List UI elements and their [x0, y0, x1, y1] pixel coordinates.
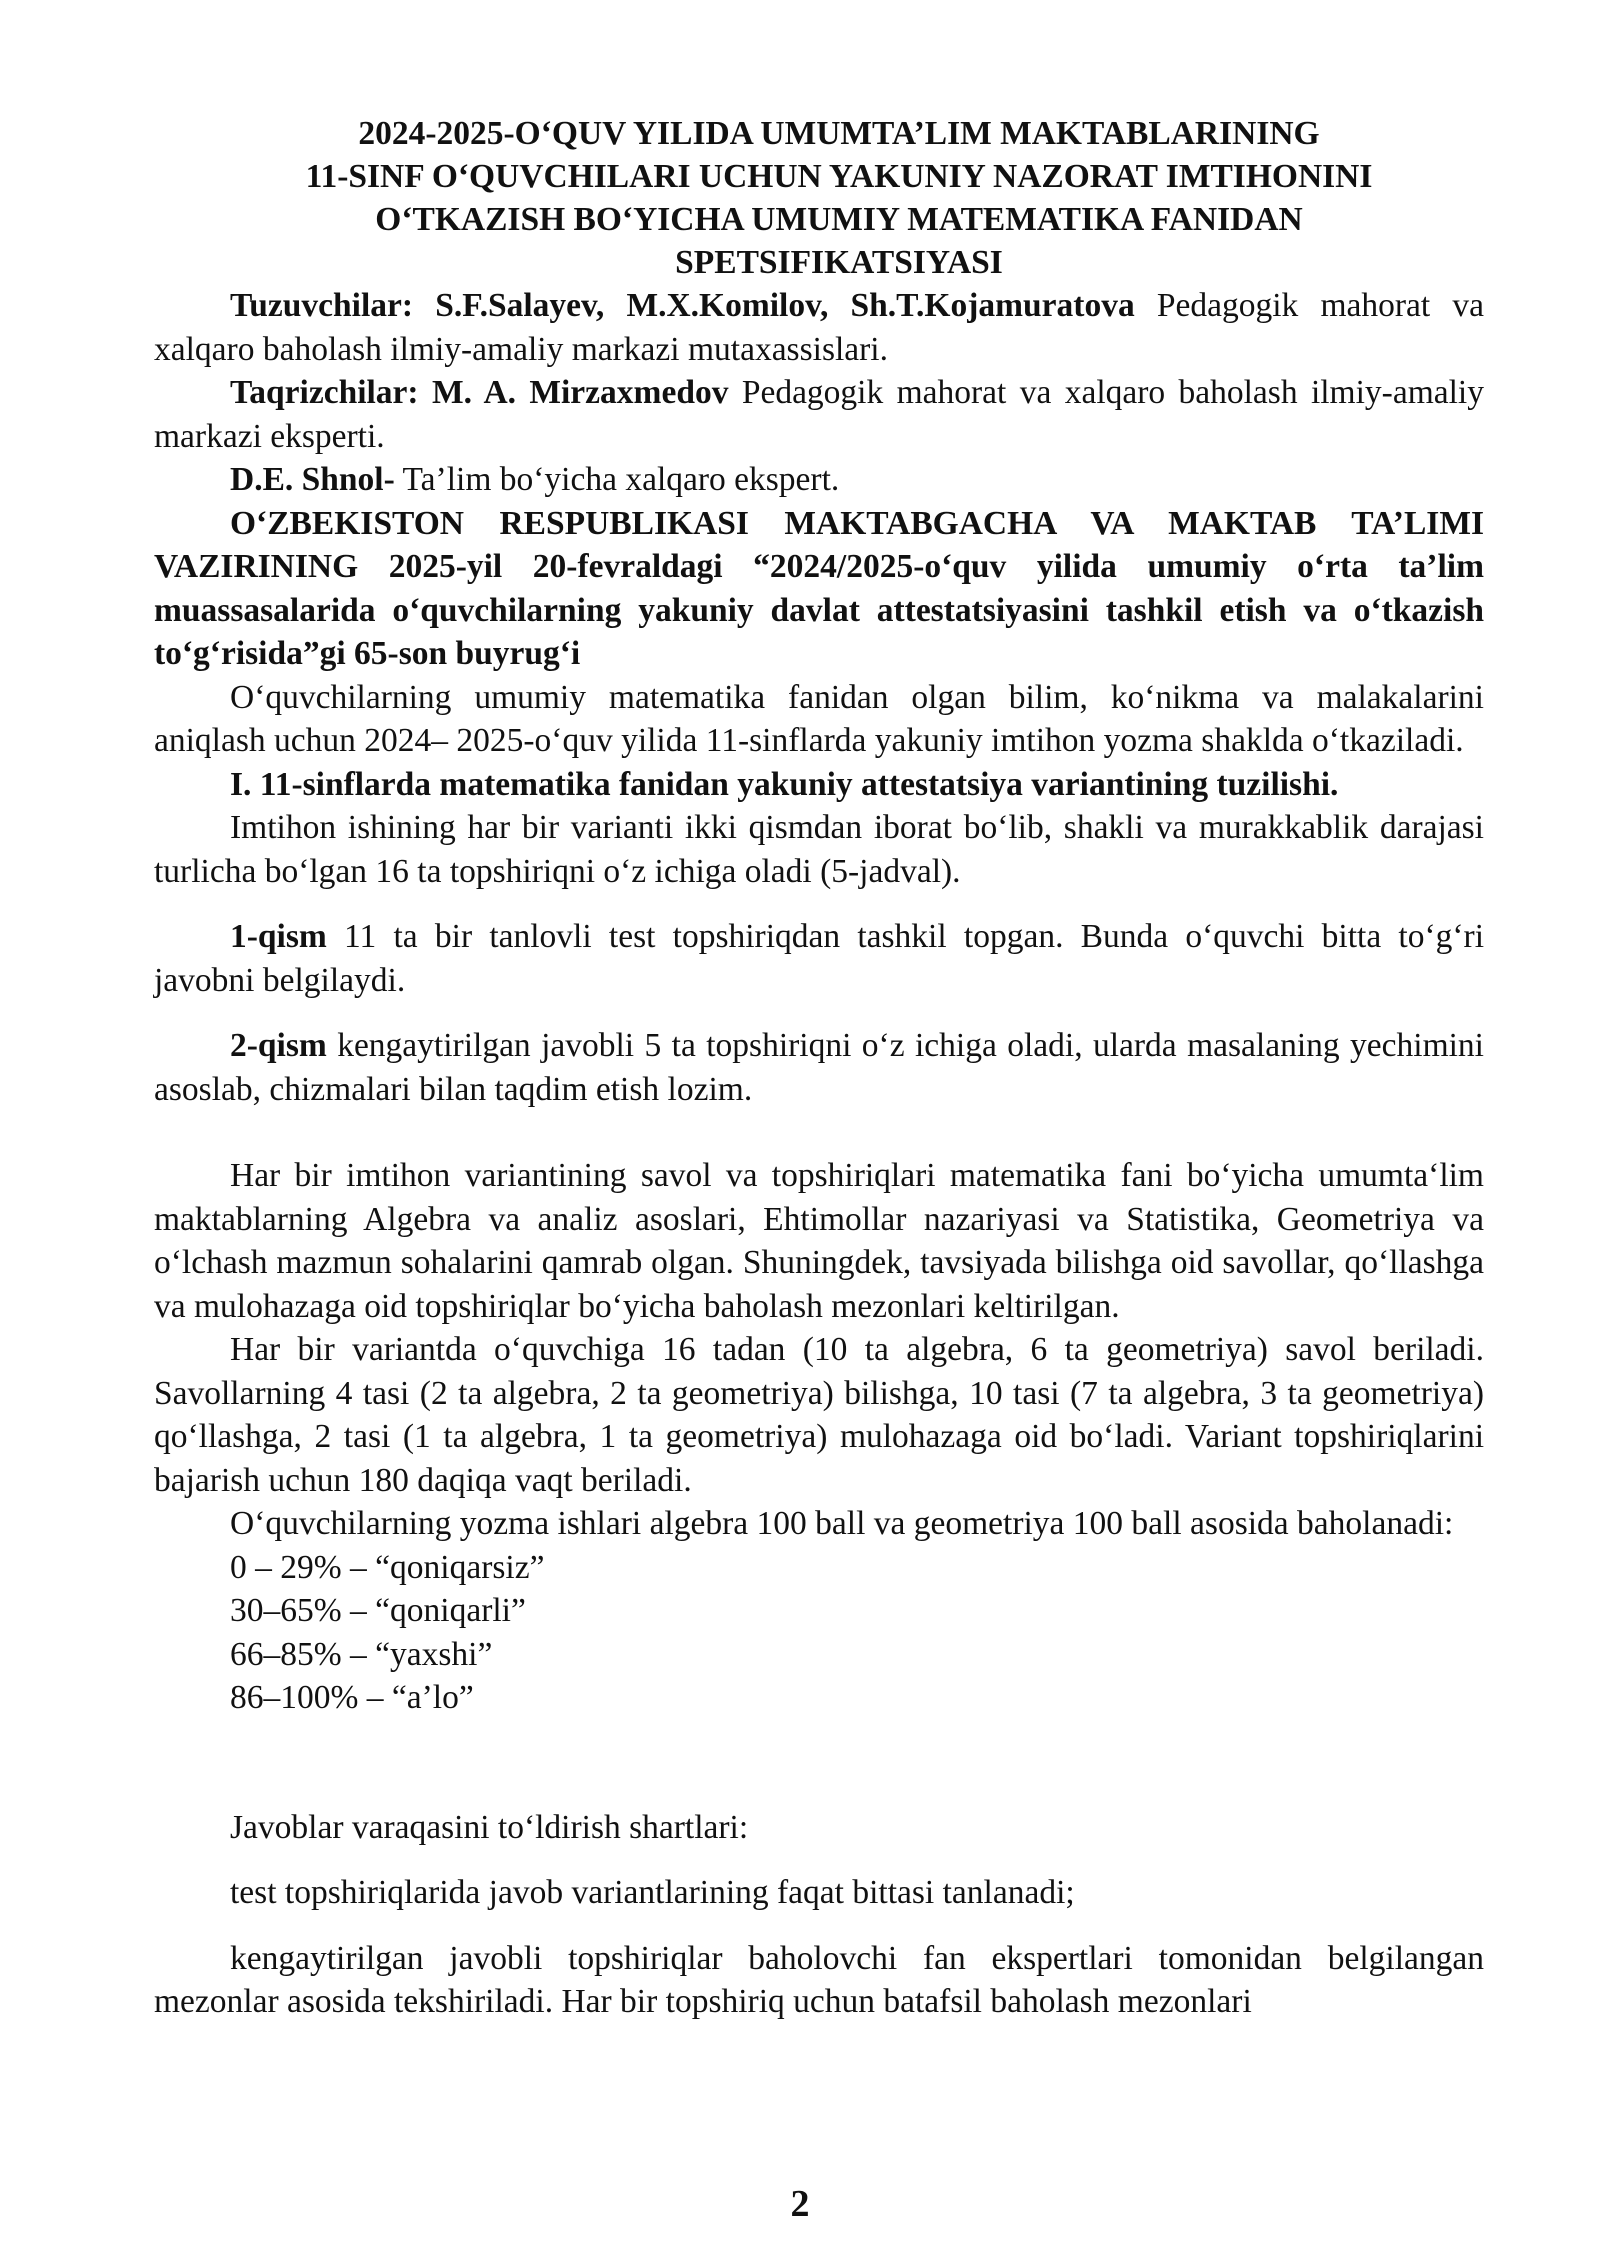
reviewers-text: Pedagogik mahorat va xalqaro baholash ilmiy-amaliy markazi eksperti. — [154, 374, 1484, 455]
part-1-text: 11 ta bir tanlovli test topshiriqdan tashkil topgan. Bunda o‘quvchi bitta to‘g‘ri javobni belgilaydi. — [154, 918, 1484, 999]
part-2-paragraph — [154, 1024, 1484, 1111]
document-page — [154, 112, 1484, 2024]
authors-paragraph — [154, 284, 1484, 371]
spacer — [154, 1111, 1484, 1154]
spacer — [154, 1720, 1484, 1806]
intro-paragraph: O‘quvchilarning umumiy matematika fanidan olgan bilim, ko‘nikma va malakalarini aniqlash uchun 2024– 2025-o‘quv yilida 11-sinflarda yakuniy imtihon yozma shaklda o‘tkaziladi. — [154, 678, 1484, 759]
authors-label: Tuzuvchilar: S.F.Salayev, M.X.Komilov, Sh.T.Kojamuratova — [230, 287, 1135, 324]
reviewers-label: Taqrizchilar: M. A. Mirzaxmedov — [230, 374, 729, 411]
grade-item: 66–85% – “yaxshi” — [230, 1635, 493, 1673]
expert-paragraph — [154, 458, 1484, 502]
title-line-2: 11-SINF O‘QUVCHILARI UCHUN YAKUNIY NAZORAT IMTIHONINI — [305, 158, 1373, 195]
distribution-paragraph: Har bir variantda o‘quvchiga 16 tadan (10 ta algebra, 6 ta geometriya) savol beriladi. Savollarning 4 tasi (2 ta algebra, 2 ta geometriya) bilishga, 10 tasi (7 ta algebra, 3 ta geometriya) qo‘llashga, 2 tasi (1 ta algebra, 1 ta geometriya) mulohazaga oid bo‘ladi. Variant topshiriqlarini bajarish uchun 180 daqiqa vaqt beriladi. — [154, 1331, 1484, 1499]
document-title — [154, 112, 1484, 284]
title-line-3: O‘TKAZISH BO‘YICHA UMUMIY MATEMATIKA FANIDAN — [375, 201, 1303, 238]
grade-item: 30–65% – “qoniqarli” — [230, 1592, 526, 1629]
decree-text: O‘ZBEKISTON RESPUBLIKASI MAKTABGACHA VA MAKTAB TA’LIMI VAZIRINING 2025-yil 20-fevraldagi “2024/2025-o‘quv yilida umumiy o‘rta ta’lim muassasalarida o‘quvchilarning yakuniy davlat attestatsiyasini tashkil etish va o‘tkazish to‘g‘risida”gi 65-son buyrug‘i — [154, 504, 1484, 672]
part-2-label: 2-qism — [230, 1027, 327, 1064]
rule-1-paragraph: test topshiriqlarida javob variantlarining faqat bittasi tanlanadi; — [230, 1874, 1075, 1911]
grading-intro-paragraph: O‘quvchilarning yozma ishlari algebra 100 ball va geometriya 100 ball asosida baholanadi: — [230, 1505, 1454, 1542]
authors-text: Pedagogik mahorat va xalqaro baholash ilmiy-amaliy markazi mutaxassislari. — [154, 287, 1484, 368]
grades-list — [154, 1546, 1484, 1720]
decree-paragraph — [154, 502, 1484, 676]
part-1-label: 1-qism — [230, 918, 327, 955]
part-1-paragraph — [154, 915, 1484, 1002]
rule-2-paragraph: kengaytirilgan javobli topshiriqlar baholovchi fan ekspertlari tomonidan belgilangan mezonlar asosida tekshiriladi. Har bir topshiriq uchun batafsil baholash mezonlari — [154, 1939, 1484, 2020]
section-1-heading-text: I. 11-sinflarda matematika fanidan yakuniy attestatsiya variantining tuzilishi. — [230, 765, 1339, 803]
answer-sheet-heading: Javoblar varaqasini to‘ldirish shartlari: — [230, 1808, 749, 1846]
title-line-4: SPETSIFIKATSIYASI — [675, 244, 1003, 281]
title-line-1: 2024-2025-O‘QUV YILIDA UMUMTA’LIM MAKTABLARINING — [358, 115, 1320, 152]
part-2-text: kengaytirilgan javobli 5 ta topshiriqni o‘z ichiga oladi, ularda masalaning yechimini asoslab, chizmalari bilan taqdim etish lozim. — [154, 1027, 1484, 1108]
page-number: 2 — [790, 2183, 810, 2225]
coverage-paragraph: Har bir imtihon variantining savol va topshiriqlari matematika fani bo‘yicha umumta‘lim maktablarning Algebra va analiz asoslari, Ehtimollar nazariyasi va Statistika, Geometriya va o‘lchash mazmun sohalarini qamrab olgan. Shuningdek, tavsiyada bilishga oid savollar, qo‘llashga va mulohazaga oid topshiriqlar bo‘yicha baholash mezonlari keltirilgan. — [154, 1157, 1484, 1325]
expert-label: D.E. Shnol- — [230, 461, 395, 498]
grade-item: 0 – 29% – “qoniqarsiz” — [230, 1548, 545, 1586]
reviewers-paragraph — [154, 371, 1484, 458]
structure-paragraph: Imtihon ishining har bir varianti ikki qismdan iborat bo‘lib, shakli va murakkablik darajasi turlicha bo‘lgan 16 ta topshiriqni o‘z ichiga oladi (5-jadval). — [154, 809, 1484, 890]
section-1-heading — [154, 763, 1484, 807]
grade-item: 86–100% – “a’lo” — [230, 1679, 474, 1716]
expert-text: Ta’lim bo‘yicha xalqaro ekspert. — [394, 461, 840, 498]
